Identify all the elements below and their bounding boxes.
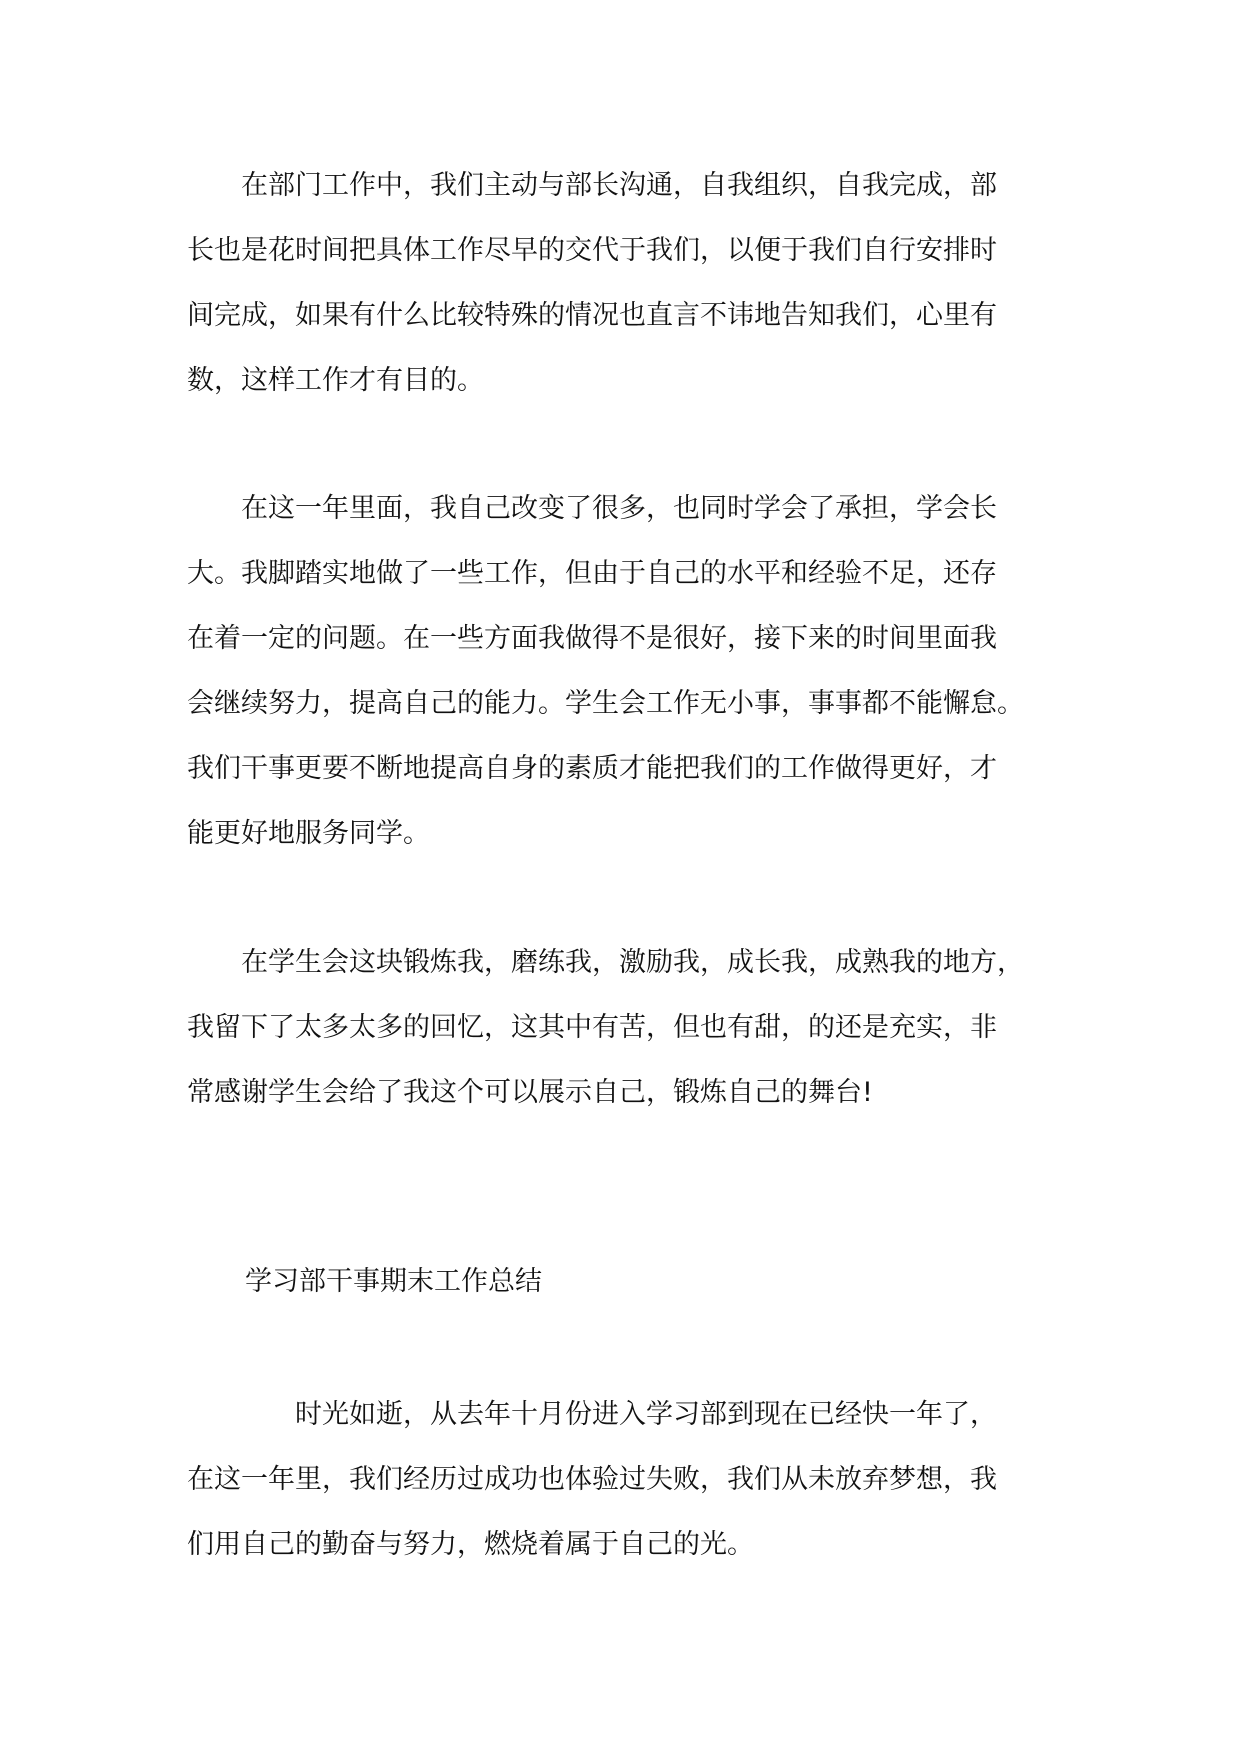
paragraph-line: 在这一年里面，我自己改变了很多，也同时学会了承担，学会长	[187, 493, 997, 524]
paragraph-line: 在学生会这块锻炼我，磨练我，激励我，成长我，成熟我的地方，	[187, 947, 1024, 978]
paragraph-line: 在着一定的问题。在一些方面我做得不是很好，接下来的时间里面我	[187, 623, 997, 654]
paragraph-line: 在这一年里，我们经历过成功也体验过失败，我们从未放弃梦想，我	[187, 1464, 997, 1495]
paragraph-line: 们用自己的勤奋与努力，燃烧着属于自己的光。	[187, 1529, 754, 1560]
paragraph-line: 时光如逝，从去年十月份进入学习部到现在已经快一年了，	[187, 1399, 997, 1430]
paragraph-gratitude	[187, 930, 1055, 1125]
paragraph-line: 能更好地服务同学。	[187, 818, 430, 849]
paragraph-line: 长也是花时间把具体工作尽早的交代于我们，以便于我们自行安排时	[187, 235, 997, 266]
paragraph-department-work	[187, 153, 1055, 413]
paragraph-line: 我们干事更要不断地提高自身的素质才能把我们的工作做得更好，才	[187, 753, 997, 784]
paragraph-line: 在部门工作中，我们主动与部长沟通，自我组织，自我完成，部	[187, 170, 997, 201]
paragraph-line: 我留下了太多太多的回忆，这其中有苦，但也有甜，的还是充实，非	[187, 1012, 997, 1043]
section-heading: 学习部干事期末工作总结	[245, 1266, 542, 1297]
paragraph-line: 常感谢学生会给了我这个可以展示自己，锻炼自己的舞台!	[187, 1077, 873, 1108]
paragraph-time-flies	[187, 1382, 1055, 1577]
paragraph-year-reflection	[187, 476, 1055, 866]
paragraph-line: 大。我脚踏实地做了一些工作，但由于自己的水平和经验不足，还存	[187, 558, 997, 589]
paragraph-line: 会继续努力，提高自己的能力。学生会工作无小事，事事都不能懈怠。	[187, 688, 1024, 719]
paragraph-line: 间完成，如果有什么比较特殊的情况也直言不讳地告知我们，心里有	[187, 300, 997, 331]
paragraph-line: 数，这样工作才有目的。	[187, 365, 484, 396]
